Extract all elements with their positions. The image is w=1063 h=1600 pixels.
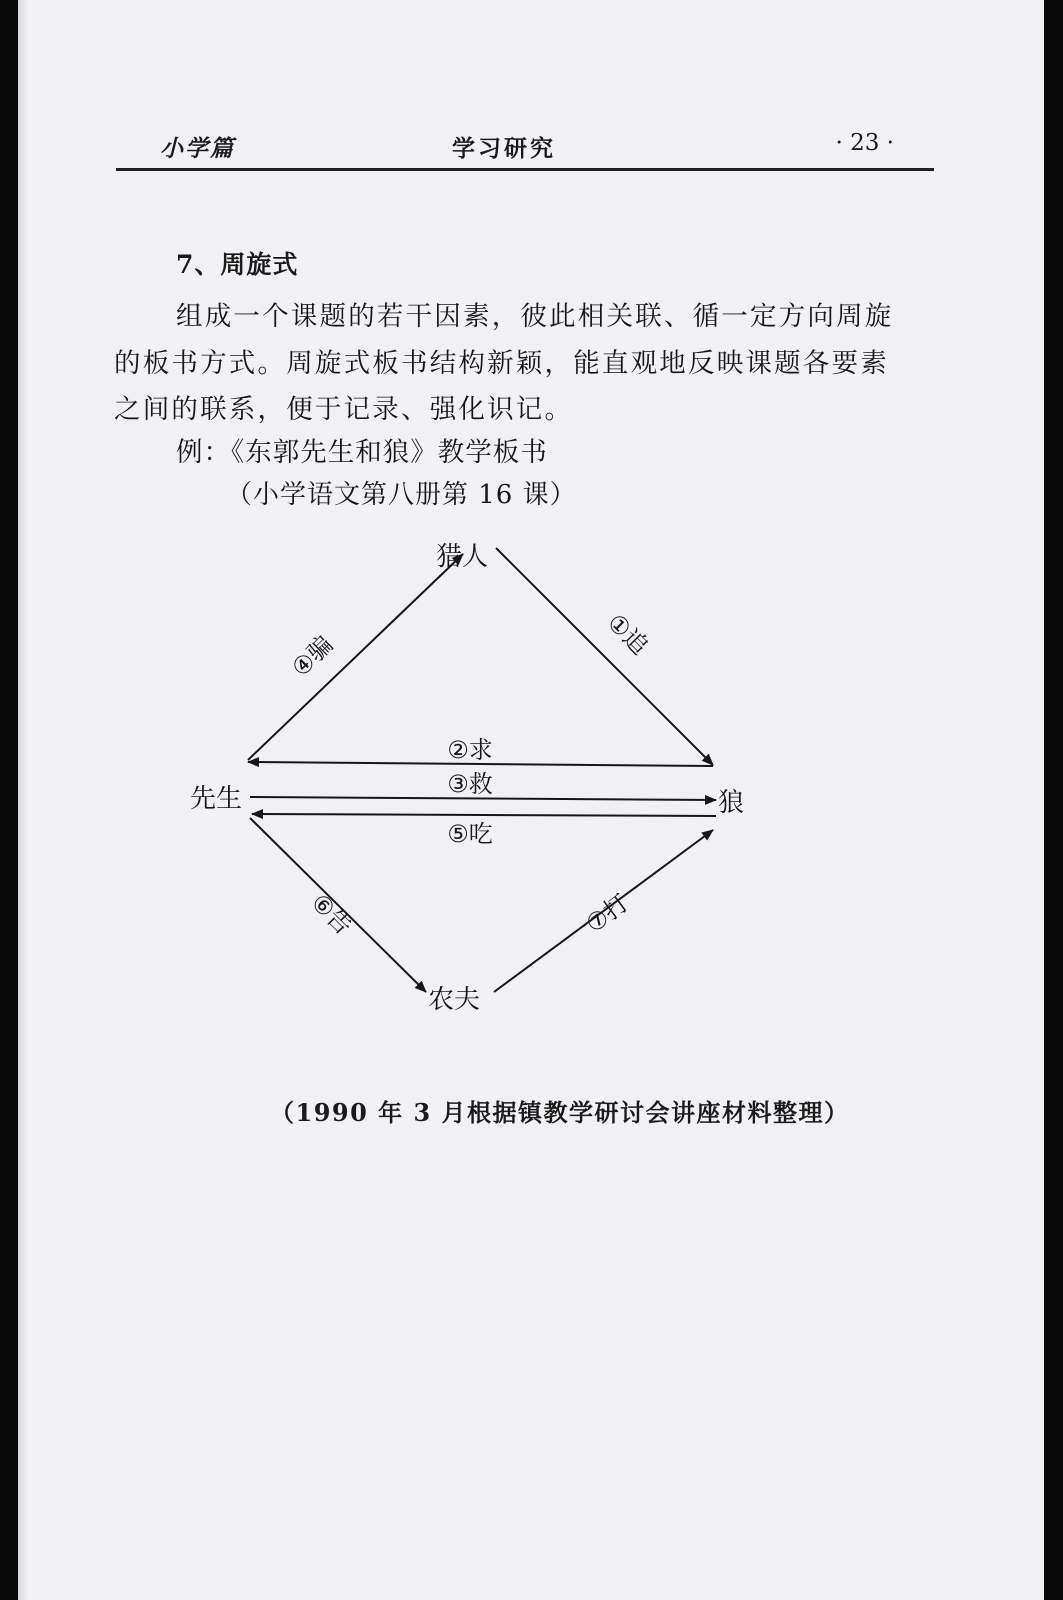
example-label: 例：《东郭先生和狼》教学板书 (176, 437, 548, 468)
page-number: · 23 · (835, 130, 894, 156)
header-title: 学习研究 (452, 135, 556, 162)
source-note: （1990 年 3 月根据镇教学研讨会讲座材料整理） (270, 1098, 850, 1127)
example-source: （小学语文第八册第 16 课） (226, 480, 577, 510)
node-farmer: 农夫 (428, 985, 481, 1015)
label-eat: ⑤吃 (447, 820, 493, 848)
node-hunter: 猎人 (436, 542, 489, 572)
label-save: ③救 (447, 770, 493, 798)
paragraph-line-2: 的板书方式。周旋式板书结构新颖，能直观地反映课题各要素 (114, 348, 889, 379)
edge-eat-arrow (252, 814, 716, 816)
label-hit: ⑦打 (580, 888, 634, 939)
circulation-diagram (18, 0, 1044, 1600)
edge-deceive-arrow (248, 554, 463, 760)
paragraph-line-1: 组成一个课题的若干因素，彼此相关联、循一定方向周旋 (176, 301, 894, 332)
edge-chase-arrow (496, 548, 713, 765)
node-wolf: 狼 (718, 788, 745, 818)
paragraph-line-3: 之间的联系，便于记录、强化识记。 (114, 394, 574, 425)
label-chase: ①追 (601, 608, 654, 661)
label-tell: ⑥告 (305, 888, 358, 941)
label-deceive: ④骗 (286, 630, 339, 683)
node-mister: 先生 (190, 784, 243, 814)
label-beg: ②求 (447, 736, 493, 764)
book-page (18, 0, 1044, 1600)
header-section: 小学篇 (160, 135, 235, 162)
section-heading: 7、周旋式 (176, 250, 299, 279)
